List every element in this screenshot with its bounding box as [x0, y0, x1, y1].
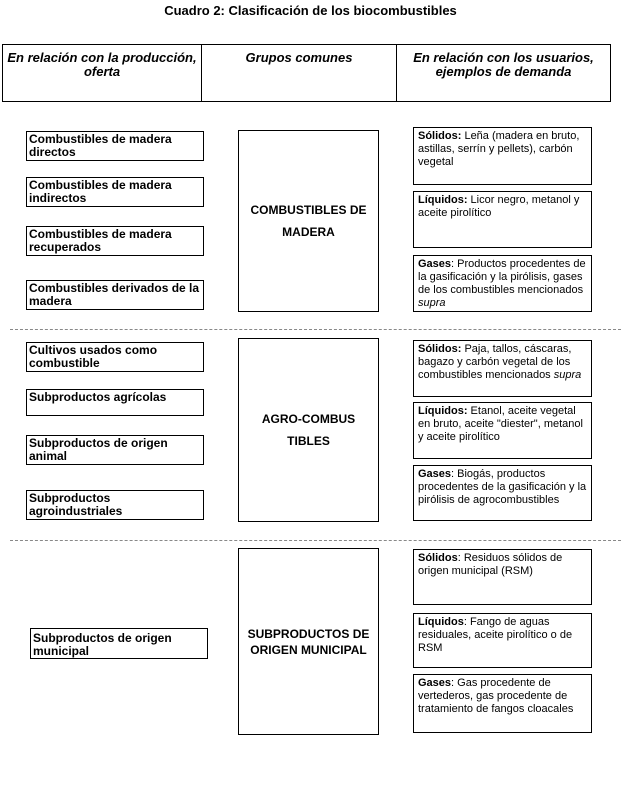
municipal-solids — [413, 549, 592, 605]
municipal-gases — [413, 674, 592, 733]
wood-liquids-label: Líquidos: — [418, 194, 468, 206]
table-header — [2, 44, 611, 102]
group-municipal — [238, 548, 379, 735]
wood-solids-text: Leña (madera en bruto, astillas, serrín y pellets), carbón vegetal — [418, 130, 580, 168]
section-divider — [10, 540, 621, 541]
municipal-gases-text: : Gas procedente de vertederos, gas procedente de tratamiento de fangos cloacales — [418, 677, 574, 715]
wood-solids-label: Sólidos: — [418, 130, 462, 142]
wood-gases-label: Gases — [418, 258, 452, 270]
wood-gases-text: : Productos procedentes de la gasificación y la pirólisis, gases de los combustibles mencionados — [418, 258, 586, 296]
municipal-gases-label: Gases — [418, 677, 452, 689]
group-agrofuels — [238, 338, 379, 522]
header-groups: Grupos comunes — [202, 45, 397, 101]
wood-indirect: Combustibles de madera indirectos — [26, 177, 204, 207]
agro-solids-label: Sólidos: — [418, 343, 462, 355]
agro-solids — [413, 340, 592, 397]
municipal-solids-text: : Residuos sólidos de origen municipal (RSM) — [418, 552, 563, 577]
municipal-byproducts: Subproductos de origen municipal — [30, 628, 208, 659]
agro-liquids-label: Líquidos: — [418, 405, 468, 417]
wood-gases-supra: supra — [418, 297, 446, 309]
header-production: En relación con la producción, oferta — [3, 45, 202, 101]
section-divider — [10, 329, 621, 330]
group-agrofuels-label: AGRO-COMBUSTIBLES — [261, 412, 356, 448]
municipal-solids-label: Sólidos — [418, 552, 458, 564]
wood-derived: Combustibles derivados de la madera — [26, 280, 204, 310]
wood-direct: Combustibles de madera directos — [26, 131, 204, 161]
wood-recovered: Combustibles de madera recuperados — [26, 226, 204, 256]
municipal-liquids — [413, 613, 592, 668]
agro-animal: Subproductos de origen animal — [26, 435, 204, 465]
wood-solids — [413, 127, 592, 185]
group-municipal-label: SUBPRODUCTOS DE ORIGEN MUNICIPAL — [247, 626, 370, 657]
group-wood-fuels — [238, 130, 379, 312]
group-wood-fuels-label: COMBUSTIBLES DE MADERA — [250, 203, 367, 239]
municipal-liquids-label: Líquidos — [418, 616, 464, 628]
agro-gases-label: Gases — [418, 468, 452, 480]
agro-solids-text: Paja, tallos, cáscaras, bagazo y carbón vegetal de los combustibles mencionados — [418, 343, 572, 381]
agro-agricultural: Subproductos agrícolas — [26, 389, 204, 416]
agro-crops: Cultivos usados como combustible — [26, 342, 204, 372]
municipal-liquids-text: : Fango de aguas residuales, aceite pirolítico o de RSM — [418, 616, 573, 654]
agro-liquids — [413, 402, 592, 459]
wood-liquids-text: Licor negro, metanol y aceite pirolítico — [418, 194, 580, 219]
agro-solids-supra: supra — [553, 369, 582, 381]
table-title: Cuadro 2: Clasificación de los biocombustibles — [164, 3, 457, 18]
wood-gases — [413, 255, 592, 312]
agro-gases — [413, 465, 592, 521]
agro-gases-text: : Biogás, productos procedentes de la gasificación y la pirólisis de agrocombustibles — [418, 468, 587, 506]
agro-liquids-text: Etanol, aceite vegetal en bruto, aceite "diester", metanol y aceite pirolítico — [418, 405, 583, 443]
wood-liquids — [413, 191, 592, 248]
agro-agroindustrial: Subproductos agroindustriales — [26, 490, 204, 520]
header-users: En relación con los usuarios, ejemplos de demanda — [413, 50, 594, 79]
